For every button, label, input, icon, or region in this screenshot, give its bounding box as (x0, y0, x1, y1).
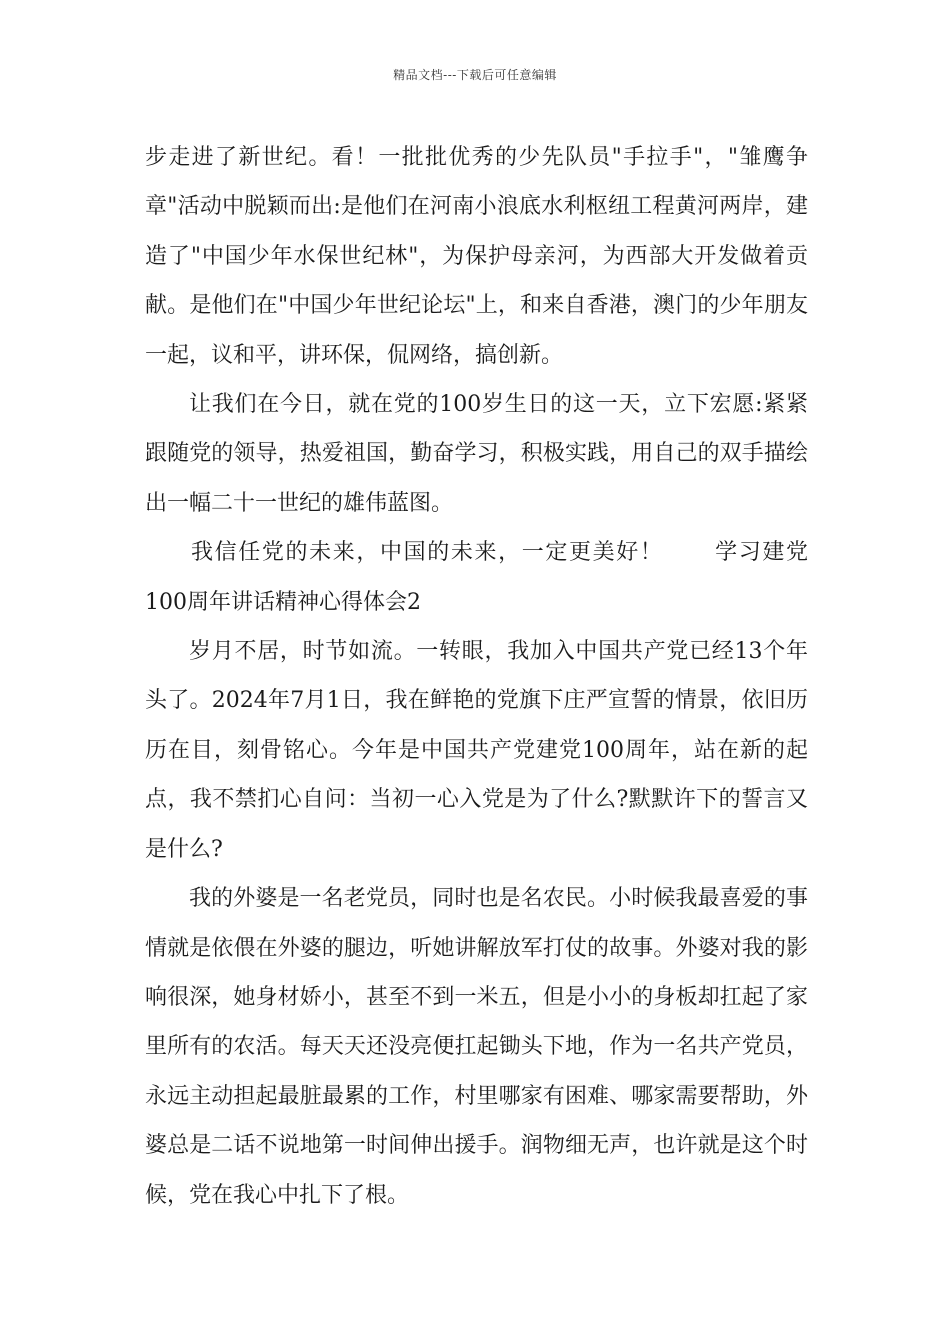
paragraph-continuation: 步走进了新世纪。看！一批批优秀的少先队员"手拉手"，"雏鹰争章"活动中脱颖而出:是他们在河南小浪底水利枢纽工程黄河两岸，建造了"中国少年水保世纪林"，为保护母亲河，为西部大开发做着贡献。是他们在"中国少年世纪论坛"上，和来自香港，澳门的少年朋友一起，议和平，讲环保，侃网络，搞创新。 (145, 145, 808, 368)
paragraph-vow: 让我们在今日，就在党的100岁生日的这一天，立下宏愿:紧紧跟随党的领导，热爱祖国，勤奋学习，积极实践，用自己的双手描绘出一幅二十一世纪的雄伟蓝图。 (145, 392, 808, 516)
page-header: 精品文档---下载后可任意编辑 (393, 68, 557, 82)
paragraph-grandmother: 我的外婆是一名老党员，同时也是名农民。小时候我最喜爱的事情就是依偎在外婆的腿边，听她讲解放军打仗的故事。外婆对我的影响很深，她身材娇小，甚至不到一米五，但是小小的身板却扛起了家里所有的农活。每天天还没亮便扛起锄头下地，作为一名共产党员，永远主动担起最脏最累的工作，村里哪家有困难、哪家需要帮助，外婆总是二话不说地第一时间伸出援手。润物细无声，也许就是这个时候，党在我心中扎下了根。 (145, 886, 808, 1208)
paragraph-reflection: 岁月不居，时节如流。一转眼，我加入中国共产党已经13个年头了。2024年7月1日，我在鲜艳的党旗下庄严宣誓的情景，依旧历历在目，刻骨铭心。今年是中国共产党建党100周年，站在新的起点，我不禁扪心自问：当初一心入党是为了什么?默默许下的誓言又是什么? (145, 639, 808, 862)
section-title: 学习建党100周年讲话精神心得体会2 (145, 540, 808, 615)
paragraph-closing (145, 528, 808, 627)
document-body (145, 133, 808, 1220)
closing-sentence: 我信任党的未来，中国的未来，一定更美好！ (191, 540, 664, 566)
